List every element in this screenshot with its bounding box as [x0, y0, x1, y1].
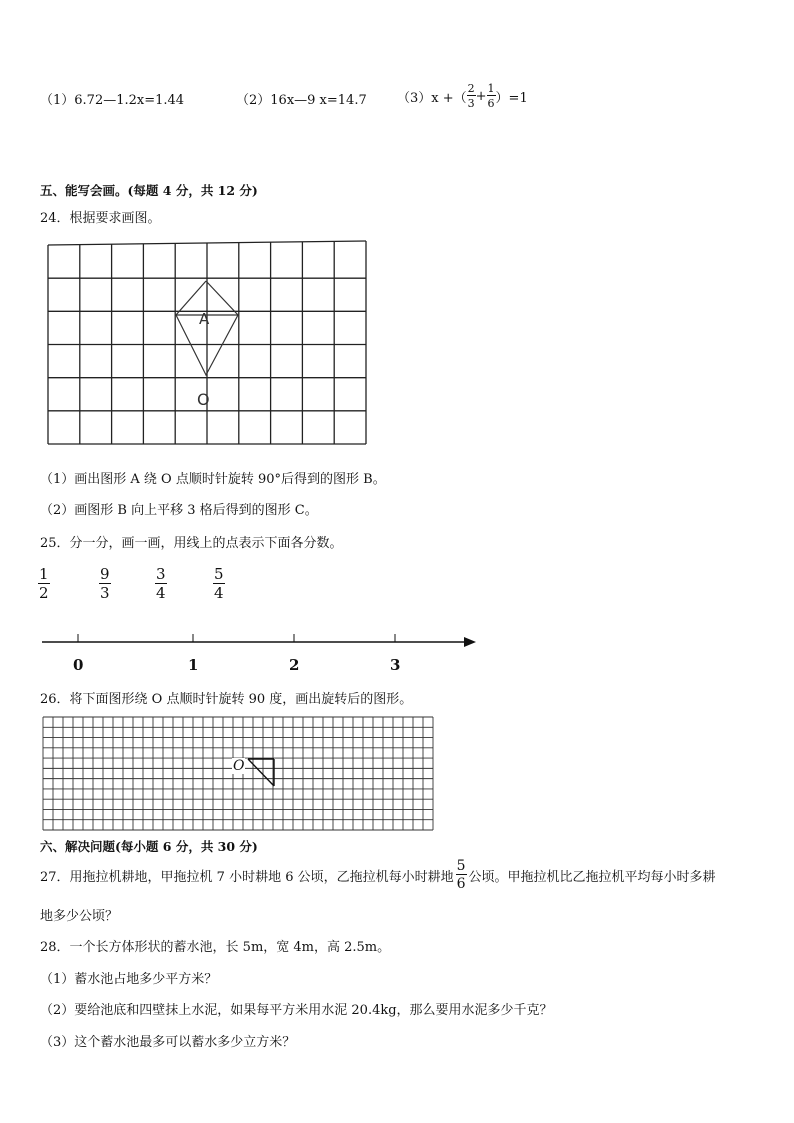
q26-triangle-figure	[248, 759, 274, 786]
q27-text-a: 27．用拖拉机耕地，甲拖拉机 7 小时耕地 6 公顷，乙拖拉机每小时耕地	[40, 869, 454, 885]
tick-label-3: 3	[390, 656, 401, 674]
equation-3-plus: +	[475, 88, 487, 104]
q24-label-a: A	[199, 310, 210, 328]
q25-fraction-3: $\frac{3}{4}$	[156, 565, 166, 602]
q25-fraction-4: $\frac{5}{4}$	[214, 565, 224, 602]
q28-sub-1: （1）蓄水池占地多少平方米？	[40, 972, 218, 987]
q28-title: 28．一个长方体形状的蓄水池，长 5m，宽 4m，高 2.5m。	[40, 940, 391, 955]
equation-3-prefix: （3）x +（	[397, 90, 467, 106]
q26-label-o: O	[233, 758, 245, 774]
q24-sub-2: （2）画图形 B 向上平移 3 格后得到的图形 C。	[40, 503, 318, 518]
q24-label-o: O	[197, 390, 210, 409]
q27-fraction: $\frac{5}{6}$	[456, 858, 466, 892]
equation-2: （2）16x—9 x=14.7	[236, 93, 367, 108]
q27-line-1	[40, 855, 716, 895]
equation-3-suffix: ）=1	[495, 90, 528, 106]
tick-label-2: 2	[289, 656, 300, 674]
section-5-heading: 五、能写会画。(每题 4 分，共 12 分)	[40, 183, 258, 198]
q24-sub-1: （1）画出图形 A 绕 O 点顺时针旋转 90°后得到的图形 B。	[40, 472, 386, 487]
q27-line-2: 地多少公顷？	[40, 909, 119, 924]
q25-fraction-1: $\frac{1}{2}$	[39, 565, 49, 602]
q25-fraction-2: $\frac{9}{3}$	[100, 565, 110, 602]
q28-sub-3: （3）这个蓄水池最多可以蓄水多少立方米？	[40, 1035, 296, 1050]
q27-text-b: 公顷。甲拖拉机比乙拖拉机平均每小时多耕	[468, 869, 716, 885]
q26-title: 26．将下面图形绕 O 点顺时针旋转 90 度，画出旋转后的图形。	[40, 692, 413, 707]
equation-3-fraction-2: $\frac{1}{6}$	[487, 82, 495, 110]
tick-label-1: 1	[188, 656, 199, 674]
equation-3-fraction-1: $\frac{2}{3}$	[467, 82, 475, 110]
q25-title: 25．分一分，画一画，用线上的点表示下面各分数。	[40, 536, 343, 551]
q28-sub-2: （2）要给池底和四壁抹上水泥，如果每平方米用水泥 20.4kg，那么要用水泥多少千克？	[40, 1003, 553, 1018]
q24-title: 24．根据要求画图。	[40, 211, 161, 226]
equation-1: （1）6.72—1.2x=1.44	[40, 93, 185, 108]
tick-label-0: 0	[73, 656, 84, 674]
section-6-heading: 六、解决问题(每小题 6 分，共 30 分)	[40, 839, 258, 854]
